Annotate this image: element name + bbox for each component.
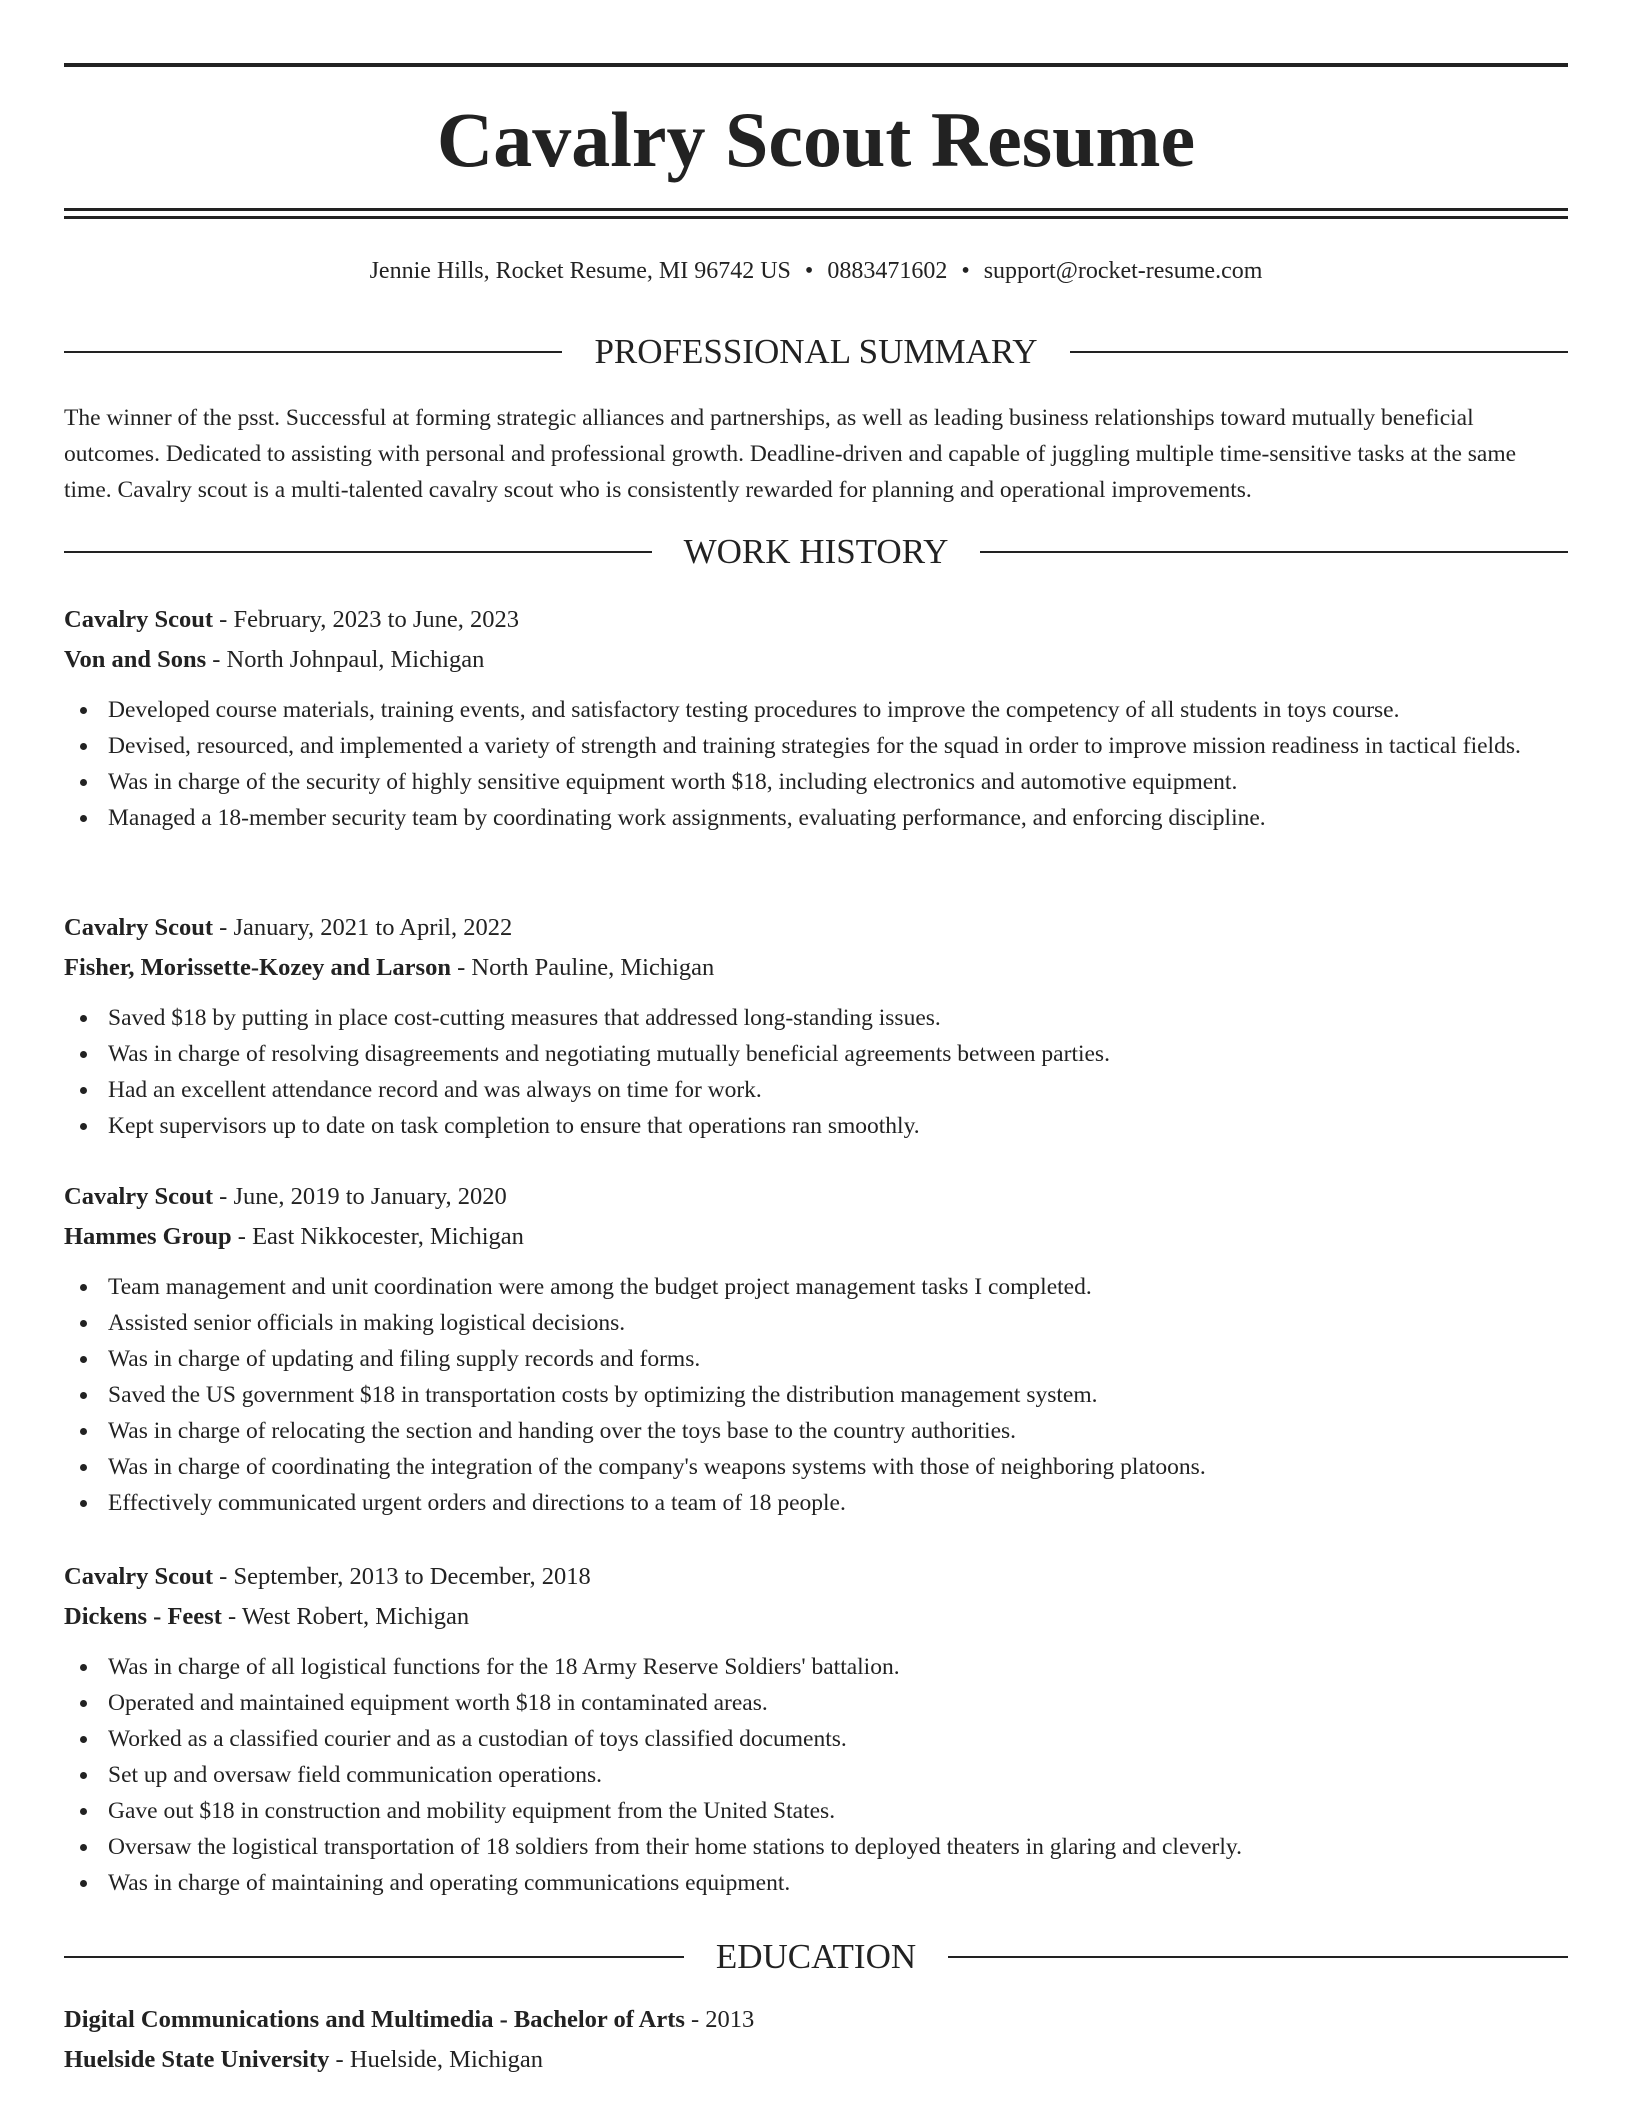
title-bottom-rule-second (64, 216, 1568, 219)
section-heading-education (64, 1935, 1568, 1979)
job-company-line (64, 1597, 1568, 1637)
job-company: Hammes Group (64, 1223, 232, 1250)
job-bullet-list (64, 1649, 1568, 1901)
section-heading-work-history (64, 530, 1568, 574)
list-item: Saved $18 by putting in place cost-cutting measures that addressed long-standing issues. (64, 1000, 1568, 1036)
job-title: Cavalry Scout (64, 1563, 214, 1590)
list-item: Set up and oversaw field communication operations. (64, 1757, 1568, 1793)
professional-summary-text: The winner of the psst. Successful at forming strategic alliances and partnerships, as well as leading business relationships toward mutually beneficial outcomes. Dedicated to assisting with personal and professional growth. Deadline-driven and capable of juggling multiple time-sensitive tasks at the same time. Cavalry scout is a multi-talented cavalry scout who is consistently rewarded for planning and operational improvements. (64, 405, 1517, 503)
job-entry (64, 1177, 1568, 1521)
list-item: Effectively communicated urgent orders and directions to a team of 18 people. (64, 1485, 1568, 1521)
job-location: - North Johnpaul, Michigan (206, 646, 485, 673)
section-rule-left (64, 351, 562, 353)
job-title: Cavalry Scout (64, 606, 214, 633)
job-title: Cavalry Scout (64, 1183, 214, 1210)
job-dates: - September, 2013 to December, 2018 (213, 1563, 591, 1590)
list-item: Assisted senior officials in making logistical decisions. (64, 1305, 1568, 1341)
list-item: Gave out $18 in construction and mobility equipment from the United States. (64, 1793, 1568, 1829)
list-item: Was in charge of the security of highly sensitive equipment worth $18, including electronics and automotive equipment. (64, 764, 1568, 800)
section-rule-left (64, 551, 652, 553)
education-entry (64, 2000, 1568, 2080)
job-entry (64, 908, 1568, 1144)
list-item: Was in charge of all logistical functions for the 18 Army Reserve Soldiers' battalion. (64, 1649, 1568, 1685)
title-top-rule (64, 63, 1568, 67)
job-dates: - January, 2021 to April, 2022 (213, 914, 513, 941)
contact-email: support@rocket-resume.com (983, 258, 1263, 284)
job-title-line (64, 1557, 1568, 1597)
list-item: Managed a 18-member security team by coordinating work assignments, evaluating performance, and enforcing discipline. (64, 800, 1568, 836)
job-title-line (64, 908, 1568, 948)
section-rule-left (64, 1956, 684, 1958)
education-school-line (64, 2040, 1568, 2080)
list-item: Oversaw the logistical transportation of 18 soldiers from their home stations to deployed theaters in glaring and cleverly. (64, 1829, 1568, 1865)
list-item: Saved the US government $18 in transportation costs by optimizing the distribution management system. (64, 1377, 1568, 1413)
list-item: Was in charge of resolving disagreements and negotiating mutually beneficial agreements between parties. (64, 1036, 1568, 1072)
section-heading-summary (64, 330, 1568, 374)
list-item: Operated and maintained equipment worth $18 in contaminated areas. (64, 1685, 1568, 1721)
list-item: Worked as a classified courier and as a custodian of toys classified documents. (64, 1721, 1568, 1757)
resume-title: Cavalry Scout Resume (436, 96, 1196, 183)
contact-separator: • (804, 258, 814, 284)
job-dates: - February, 2023 to June, 2023 (213, 606, 520, 633)
contact-separator: • (961, 258, 970, 284)
education-degree: Digital Communications and Multimedia - Bachelor of Arts (64, 2006, 685, 2033)
section-title: WORK HISTORY (683, 532, 949, 571)
list-item: Had an excellent attendance record and was always on time for work. (64, 1072, 1568, 1108)
job-title-line (64, 600, 1568, 640)
list-item: Was in charge of updating and filing supply records and forms. (64, 1341, 1568, 1377)
job-bullet-list (64, 1000, 1568, 1144)
job-location: - North Pauline, Michigan (450, 954, 715, 981)
contact-address: Jennie Hills, Rocket Resume, MI 96742 US (369, 258, 791, 284)
job-company-line (64, 948, 1568, 988)
list-item: Was in charge of maintaining and operating communications equipment. (64, 1865, 1568, 1901)
list-item: Was in charge of coordinating the integration of the company's weapons systems with those of neighboring platoons. (64, 1449, 1568, 1485)
title-bottom-rule (64, 208, 1568, 211)
contact-line (64, 254, 1568, 288)
section-title: PROFESSIONAL SUMMARY (594, 332, 1038, 371)
list-item: Team management and unit coordination were among the budget project management tasks I completed. (64, 1269, 1568, 1305)
section-rule-right (1070, 351, 1568, 353)
job-company-line (64, 1217, 1568, 1257)
section-rule-right (980, 551, 1568, 553)
education-location: - Huelside, Michigan (329, 2046, 544, 2073)
list-item: Kept supervisors up to date on task completion to ensure that operations ran smoothly. (64, 1108, 1568, 1144)
job-dates: - June, 2019 to January, 2020 (213, 1183, 507, 1210)
job-entry (64, 1557, 1568, 1901)
job-company-line (64, 640, 1568, 680)
job-location: - West Robert, Michigan (221, 1603, 470, 1630)
education-school: Huelside State University (64, 2046, 330, 2073)
job-company: Dickens - Feest (64, 1603, 222, 1630)
job-company: Fisher, Morissette-Kozey and Larson (64, 954, 451, 981)
job-location: - East Nikkocester, Michigan (231, 1223, 524, 1250)
job-title: Cavalry Scout (64, 914, 214, 941)
job-bullet-list (64, 692, 1568, 836)
job-bullet-list (64, 1269, 1568, 1521)
section-title: EDUCATION (715, 1937, 917, 1976)
job-title-line (64, 1177, 1568, 1217)
list-item: Devised, resourced, and implemented a variety of strength and training strategies for the squad in order to improve mission readiness in tactical fields. (64, 728, 1568, 764)
education-degree-line (64, 2000, 1568, 2040)
contact-phone: 0883471602 (827, 258, 948, 284)
list-item: Developed course materials, training events, and satisfactory testing procedures to improve the competency of all students in toys course. (64, 692, 1568, 728)
list-item: Was in charge of relocating the section and handing over the toys base to the country authorities. (64, 1413, 1568, 1449)
job-company: Von and Sons (64, 646, 207, 673)
job-entry (64, 600, 1568, 836)
section-rule-right (948, 1956, 1568, 1958)
education-year: - 2013 (684, 2006, 755, 2033)
